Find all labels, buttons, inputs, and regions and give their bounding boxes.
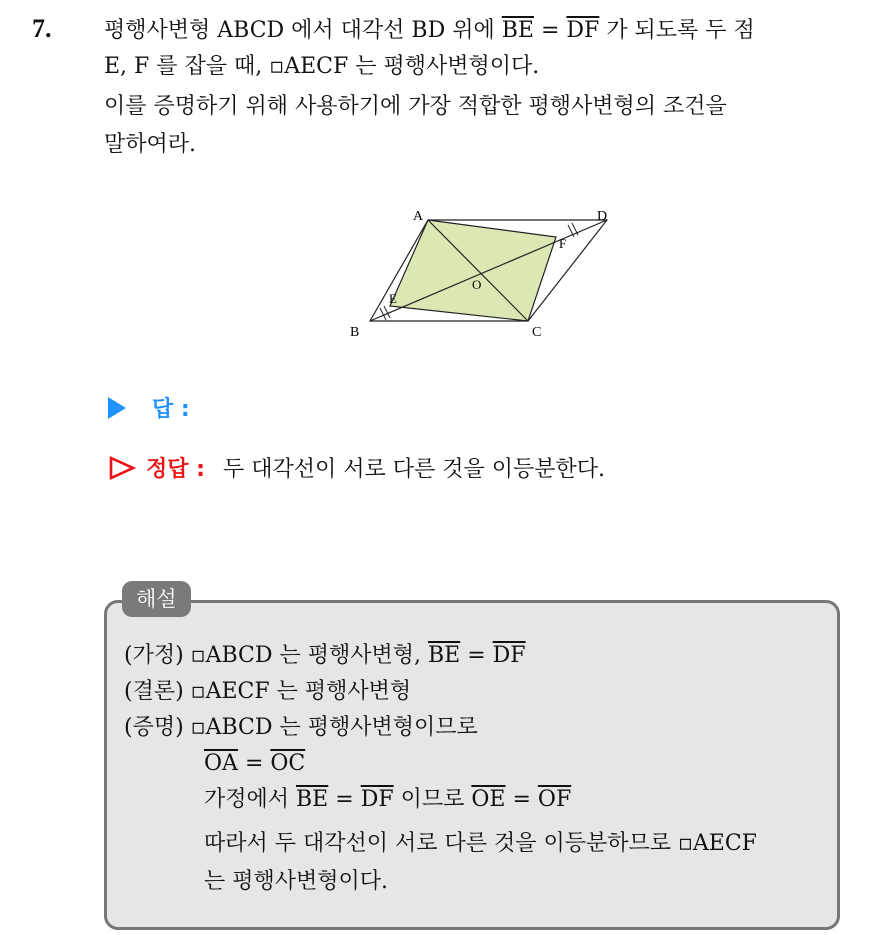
solution-text: (가정) ▫ABCD 는 평행사변형, [124, 643, 421, 668]
segment-df: $\overline{DF}$ [360, 787, 394, 812]
label-f: F [559, 236, 567, 251]
solution-line-therefore: 따라서 두 대각선이 서로 다른 것을 이등분하므로 ▫AECF [204, 831, 757, 856]
segment-df: $\overline{DF}$ [492, 643, 526, 668]
label-d: D [597, 209, 608, 224]
segment-oc: $\overline{OC}$ [270, 751, 306, 776]
segment-be: $\overline{BE}$ [501, 18, 534, 43]
quadrilateral-aecf [390, 220, 556, 321]
question-text: 가 되도록 두 점 [606, 18, 755, 43]
triangle-outline-icon [108, 456, 136, 480]
segment-oe: $\overline{OE}$ [471, 787, 506, 812]
equals-sign: = [467, 643, 486, 668]
solution-text: 이므로 [400, 787, 465, 812]
triangle-filled-icon [108, 397, 126, 419]
segment-oa: $\overline{OA}$ [204, 751, 238, 776]
answer-label: 답 : [152, 397, 190, 422]
question-text: 평행사변형 ABCD 에서 대각선 BD 위에 [104, 18, 495, 43]
correct-answer-row [108, 452, 605, 483]
solution-line-oe-of [204, 782, 571, 818]
answer-row [108, 392, 190, 423]
correct-answer-label: 정답 : [146, 457, 205, 482]
label-o: O [472, 277, 482, 292]
segment-of: $\overline{OF}$ [537, 787, 572, 812]
correct-answer-text: 두 대각선이 서로 다른 것을 이등분한다. [222, 457, 605, 482]
solution-line-final: 는 평행사변형이다. [204, 869, 389, 894]
equals-sign: = [335, 787, 354, 812]
solution-line-assumption [124, 638, 526, 674]
label-a: A [413, 209, 424, 224]
question-line-3: 이를 증명하기 위해 사용하기에 가장 적합한 평행사변형의 조건을 [104, 94, 727, 119]
question-line-1 [104, 16, 755, 46]
tick-mark [384, 306, 390, 318]
label-b: B [350, 325, 360, 340]
question-number: 7. [32, 14, 52, 43]
solution-tab: 해설 [122, 581, 191, 617]
segment-df: $\overline{DF}$ [566, 18, 600, 43]
solution-line-conclusion: (결론) ▫AECF 는 평행사변형 [124, 679, 412, 704]
question-line-4: 말하여라. [104, 132, 197, 157]
label-e: E [389, 291, 397, 306]
solution-text: 가정에서 [204, 787, 290, 812]
segment-be: $\overline{BE}$ [296, 787, 329, 812]
question-line-2: E, F 를 잡을 때, ▫AECF 는 평행사변형이다. [104, 54, 540, 79]
parallelogram-figure [340, 200, 630, 350]
label-c: C [532, 325, 542, 340]
solution-line-oa-oc [204, 746, 305, 782]
equals-sign: = [512, 787, 531, 812]
equals-sign: = [244, 751, 264, 776]
equals-sign: = [540, 18, 560, 43]
solution-line-proof: (증명) ▫ABCD 는 평행사변형이므로 [124, 715, 478, 740]
segment-be: $\overline{BE}$ [428, 643, 461, 668]
